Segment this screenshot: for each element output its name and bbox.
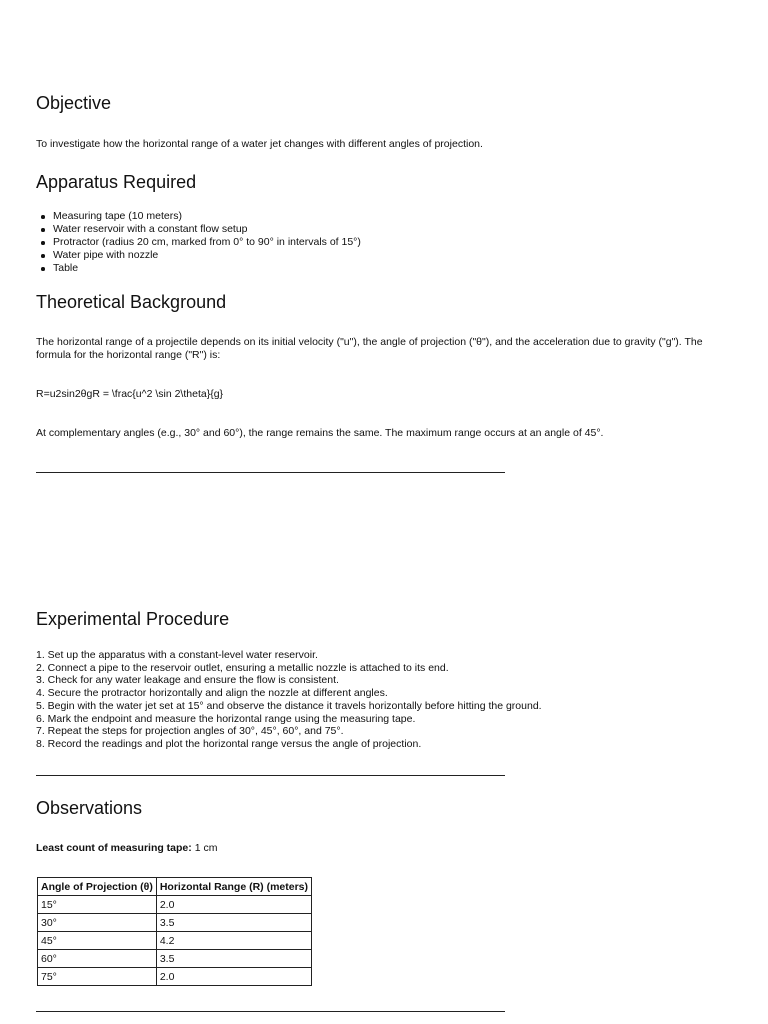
angle-cell: 45° <box>38 932 157 950</box>
apparatus-item: Water reservoir with a constant flow setup <box>37 223 361 236</box>
apparatus-item: Measuring tape (10 meters) <box>37 210 361 223</box>
procedure-step: 5. Begin with the water jet set at 15° and observe the distance it travels horizontally before hitting the ground. <box>36 699 542 712</box>
apparatus-item: Table <box>37 262 361 275</box>
procedure-step: 8. Record the readings and plot the horizontal range versus the angle of projection. <box>36 737 422 750</box>
section-divider <box>36 1011 505 1012</box>
procedure-heading: Experimental Procedure <box>36 609 230 629</box>
procedure-steps <box>36 649 542 751</box>
objective-heading: Objective <box>36 93 112 113</box>
column-header-range: Horizontal Range (R) (meters) <box>156 878 311 896</box>
section-divider <box>36 775 505 776</box>
table-row <box>38 968 312 986</box>
apparatus-heading: Apparatus Required <box>36 172 197 192</box>
theory-conclusion: At complementary angles (e.g., 30° and 60°), the range remains the same. The maximum range occurs at an angle of 45°. <box>36 427 604 439</box>
procedure-step: 7. Repeat the steps for projection angles of 30°, 45°, 60°, and 75°. <box>36 725 344 738</box>
observations-table <box>37 877 312 986</box>
least-count <box>36 842 217 854</box>
table-row <box>38 914 312 932</box>
angle-cell: 60° <box>38 950 157 968</box>
procedure-step: 6. Mark the endpoint and measure the horizontal range using the measuring tape. <box>36 712 416 725</box>
table-row <box>38 896 312 914</box>
procedure-step: 1. Set up the apparatus with a constant-level water reservoir. <box>36 649 318 661</box>
least-count-label: Least count of measuring tape: <box>36 842 192 854</box>
least-count-value: 1 cm <box>191 842 218 854</box>
angle-cell: 75° <box>38 968 157 986</box>
range-cell: 3.5 <box>156 950 311 968</box>
procedure-step: 4. Secure the protractor horizontally and align the nozzle at different angles. <box>36 687 388 700</box>
range-cell: 2.0 <box>156 968 311 986</box>
theory-heading: Theoretical Background <box>36 292 227 312</box>
objective-text: To investigate how the horizontal range of a water jet changes with different angles of projection. <box>36 138 483 150</box>
procedure-step: 2. Connect a pipe to the reservoir outlet, ensuring a metallic nozzle is attached to its end. <box>36 661 449 674</box>
theory-paragraph: The horizontal range of a projectile depends on its initial velocity ("u"), the angle of projection ("θ"), and the acceleration due to gravity ("g"). The formula for the horizontal range ("R") is: <box>36 336 703 361</box>
observations-heading: Observations <box>36 798 143 818</box>
table-header-row <box>38 878 312 896</box>
apparatus-item: Protractor (radius 20 cm, marked from 0° to 90° in intervals of 15°) <box>37 236 361 249</box>
table-row <box>38 950 312 968</box>
angle-cell: 15° <box>38 896 157 914</box>
procedure-step: 3. Check for any water leakage and ensure the flow is consistent. <box>36 674 339 687</box>
table-row <box>38 932 312 950</box>
apparatus-list <box>37 210 361 275</box>
column-header-angle: Angle of Projection (θ) <box>38 878 157 896</box>
range-formula: R=u2sin⁡2θgR = \frac{u^2 \sin 2\theta}{g} <box>36 388 224 400</box>
range-cell: 2.0 <box>156 896 311 914</box>
apparatus-item: Water pipe with nozzle <box>37 249 361 262</box>
range-cell: 3.5 <box>156 914 311 932</box>
angle-cell: 30° <box>38 914 157 932</box>
section-divider <box>36 472 505 473</box>
range-cell: 4.2 <box>156 932 311 950</box>
